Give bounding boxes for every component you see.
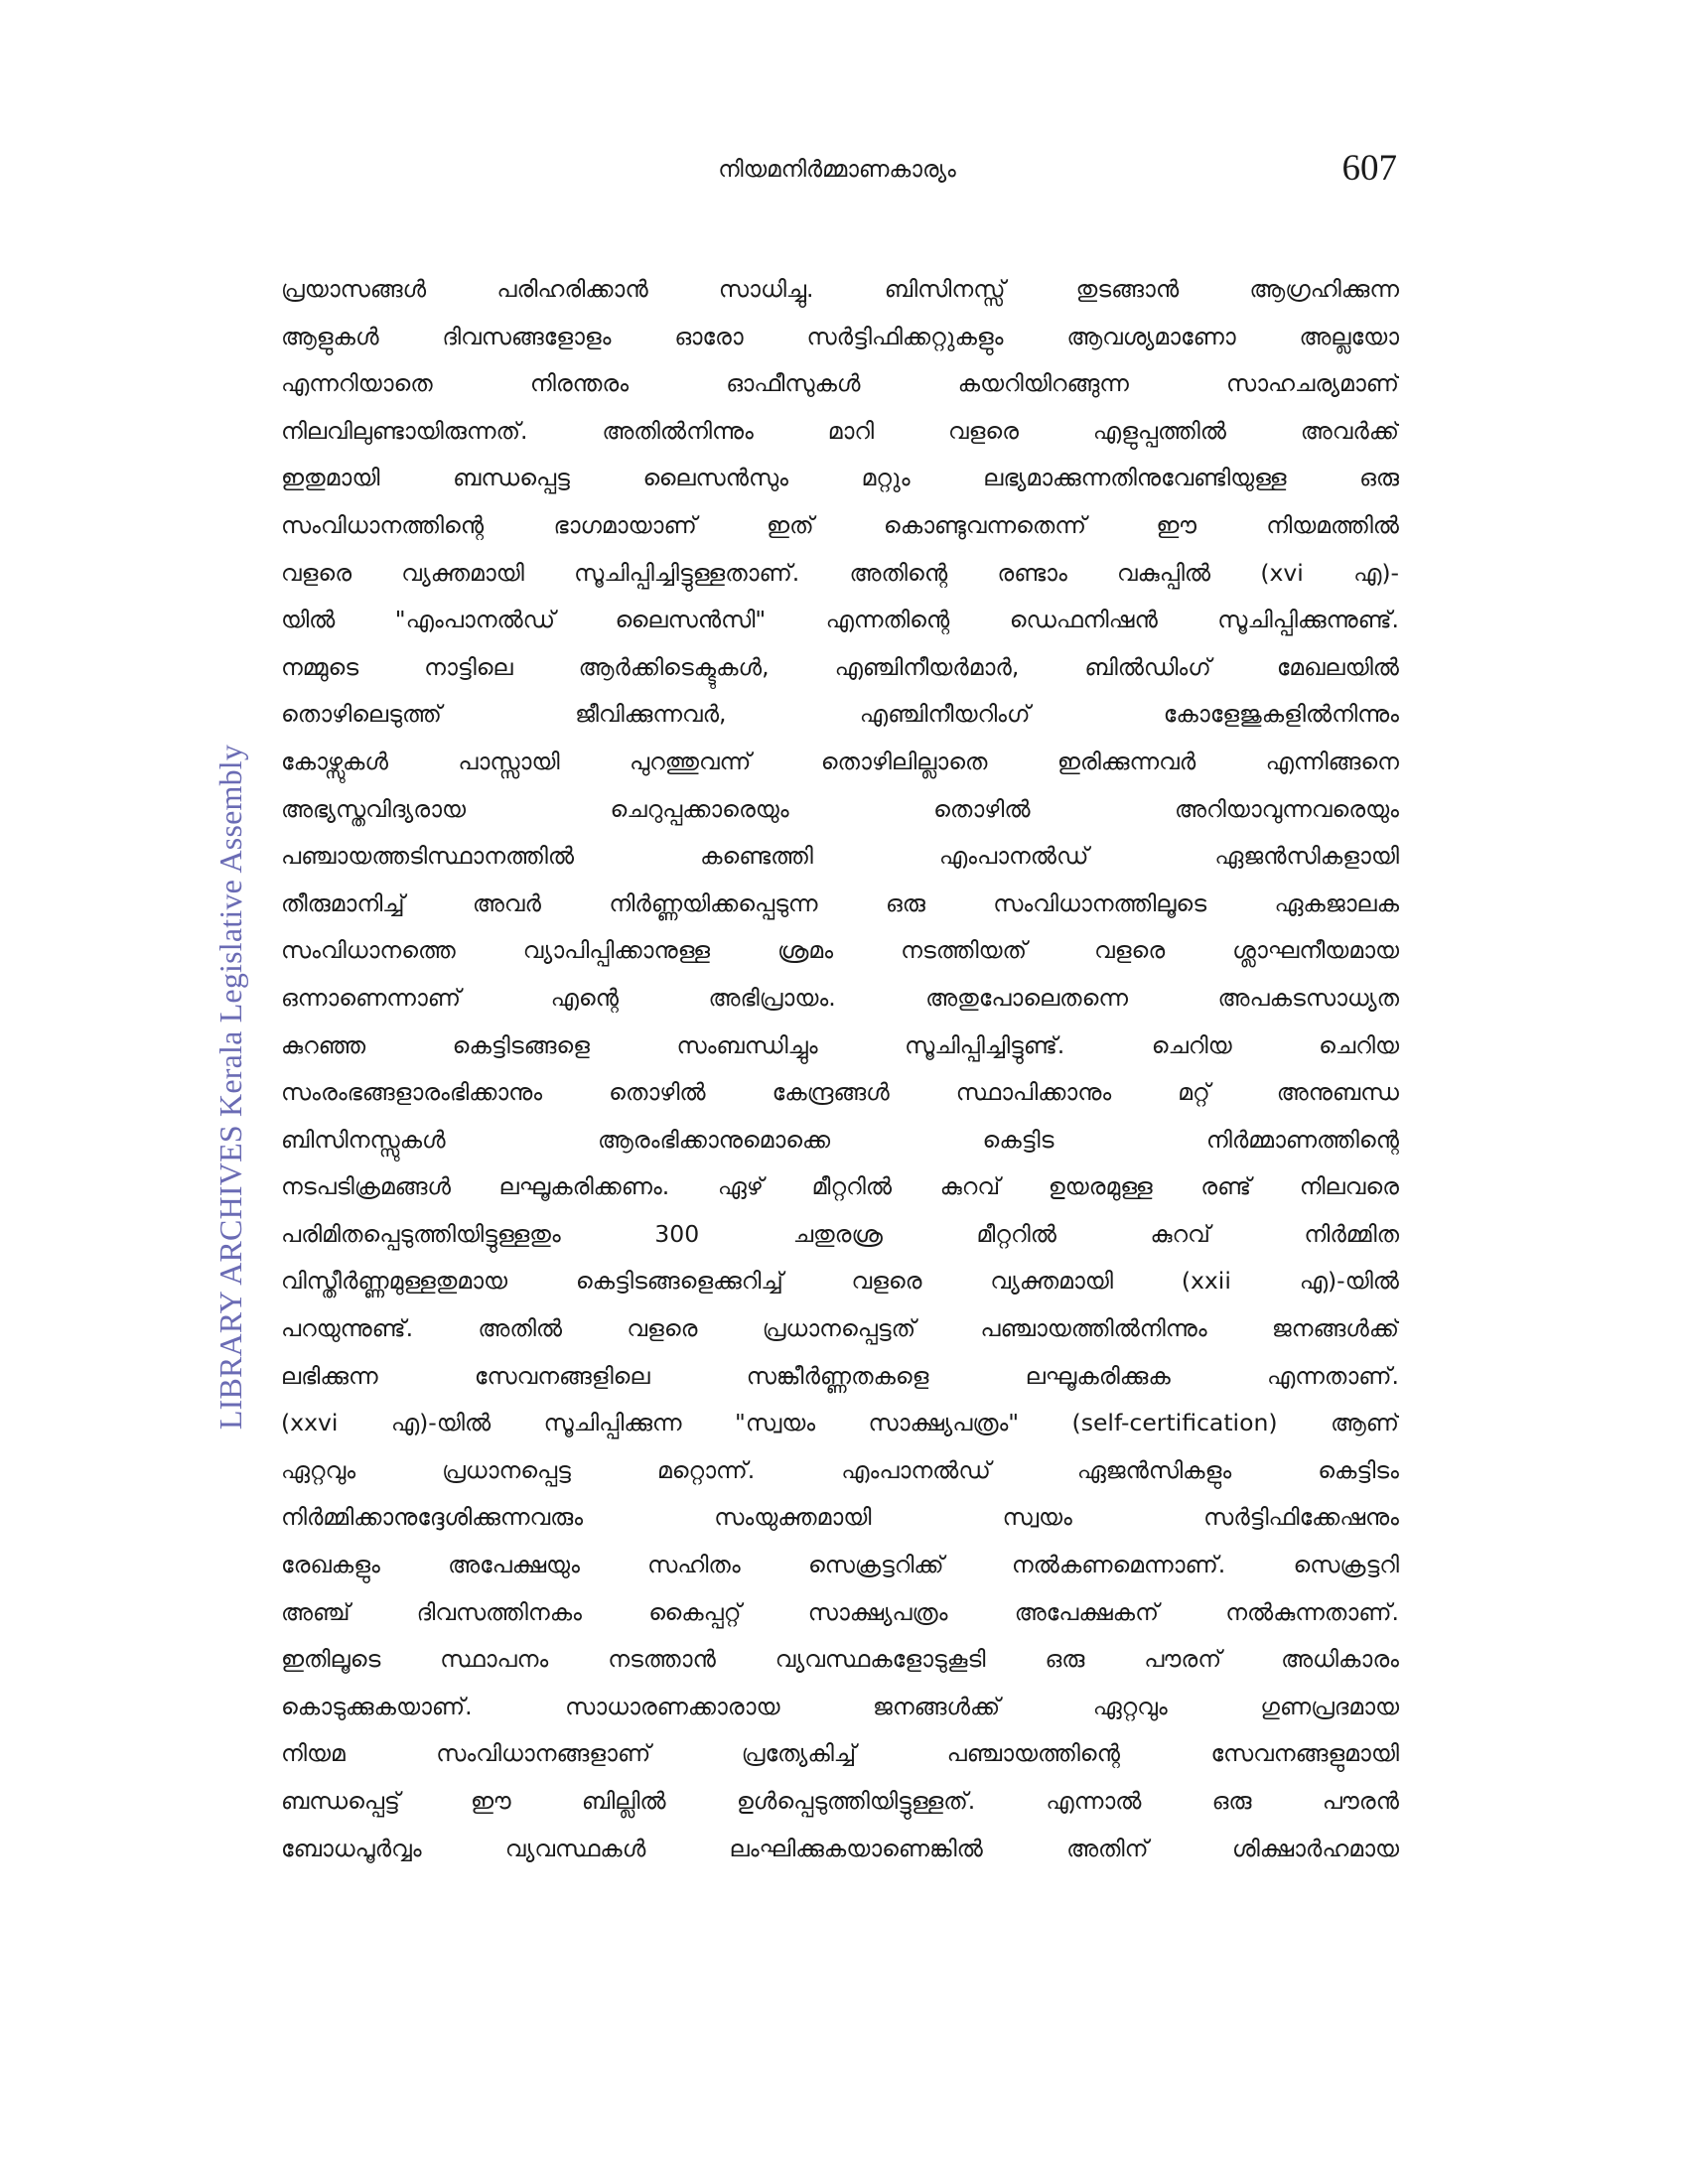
text-line: നമ്മുടെ നാട്ടിലെ ആർക്കിടെക്ടുകൾ, എഞ്ചിനീയർമാർ, ബിൽഡിംഗ് മേഖലയിൽ [281, 652, 1399, 681]
text-line: പഞ്ചായത്തടിസ്ഥാനത്തിൽ കണ്ടെത്തി എംപാനൽഡ് ഏജൻസികളായി [281, 842, 1399, 871]
library-watermark: LIBRARY ARCHIVES Kerala Legislative Assembly [212, 744, 248, 1431]
text-line: നടപടിക്രമങ്ങൾ ലഘൂകരിക്കണം. ഏഴ് മീറ്ററിൽ കുറവ് ഉയരമുള്ള രണ്ട് നിലവരെ [281, 1172, 1399, 1201]
text-line: പ്രയാസങ്ങൾ പരിഹരിക്കാൻ സാധിച്ചു. ബിസിനസ്സ് തുടങ്ങാൻ ആഗ്രഹിക്കുന്ന [281, 275, 1399, 303]
text-line: പരിമിതപ്പെടുത്തിയിട്ടുള്ളതും 300 ചതുരശ്ര മീറ്ററിൽ കുറവ് നിർമ്മിത [281, 1219, 1399, 1248]
page-number: 607 [1341, 148, 1397, 189]
text-line: അഞ്ച് ദിവസത്തിനകം കൈപ്പറ്റ് സാക്ഷ്യപത്രം അപേക്ഷകന് നൽകുന്നതാണ്. [281, 1597, 1399, 1626]
text-line: തൊഴിലെടുത്ത് ജീവിക്കുന്നവർ, എഞ്ചിനീയറിംഗ് കോളേജുകളിൽനിന്നും [281, 700, 1399, 729]
body-paragraph [281, 266, 1399, 1872]
text-line: നിർമ്മിക്കാനുദ്ദേശിക്കുന്നവരും സംയുക്തമായി സ്വയം സർട്ടിഫിക്കേഷനും [281, 1503, 1399, 1532]
text-line: തീരുമാനിച്ച് അവർ നിർണ്ണയിക്കപ്പെടുന്ന ഒരു സംവിധാനത്തിലൂടെ ഏകജാലക [281, 888, 1399, 917]
text-line: എന്നറിയാതെ നിരന്തരം ഓഫീസുകൾ കയറിയിറങ്ങുന്ന സാഹചര്യമാണ് [281, 369, 1399, 398]
text-line: യിൽ "എംപാനൽഡ് ലൈസൻസി" എന്നതിന്റെ ഡെഫനിഷൻ സൂചിപ്പിക്കുന്നുണ്ട്. [281, 606, 1399, 634]
text-line: അഭ്യസ്തവിദ്യരായ ചെറുപ്പക്കാരെയും തൊഴിൽ അറിയാവുന്നവരെയും [281, 794, 1399, 823]
text-line: സംവിധാനത്തിന്റെ ഭാഗമായാണ് ഇത് കൊണ്ടുവന്നതെന്ന് ഈ നിയമത്തിൽ [281, 510, 1399, 539]
text-line: (xxvi എ)-യിൽ സൂചിപ്പിക്കുന്ന "സ്വയം സാക്ഷ്യപത്രം" (self-certification) ആണ് [281, 1409, 1399, 1437]
text-line: സംവിധാനത്തെ വ്യാപിപ്പിക്കാനുള്ള ശ്രമം നടത്തിയത് വളരെ ശ്ലാഘനീയമായ [281, 936, 1399, 965]
text-line: നിലവിലുണ്ടായിരുന്നത്. അതിൽനിന്നും മാറി വളരെ എളുപ്പത്തിൽ അവർക്ക് [281, 416, 1399, 445]
text-line: ഒന്നാണെന്നാണ് എന്റെ അഭിപ്രായം. അതുപോലെതന്നെ അപകടസാധ്യത [281, 983, 1399, 1012]
text-line: ബോധപൂർവ്വം വ്യവസ്ഥകൾ ലംഘിക്കുകയാണെങ്കിൽ അതിന് ശിക്ഷാർഹമായ [281, 1834, 1399, 1862]
text-line: ഇതിലൂടെ സ്ഥാപനം നടത്താൻ വ്യവസ്ഥകളോടുകൂടി ഒരു പൗരന് അധികാരം [281, 1645, 1399, 1674]
text-line: ഇതുമായി ബന്ധപ്പെട്ട ലൈസൻസും മറ്റും ലഭ്യമാക്കുന്നതിനുവേണ്ടിയുള്ള ഒരു [281, 464, 1399, 492]
text-line: കുറഞ്ഞ കെട്ടിടങ്ങളെ സംബന്ധിച്ചും സൂചിപ്പിച്ചിട്ടുണ്ട്. ചെറിയ ചെറിയ [281, 1030, 1399, 1059]
text-line: സംരംഭങ്ങളാരംഭിക്കാനും തൊഴിൽ കേന്ദ്രങ്ങൾ സ്ഥാപിക്കാനും മറ്റ് അനുബന്ധ [281, 1078, 1399, 1107]
header-title: നിയമനിർമ്മാണകാര്യം [718, 157, 956, 183]
text-line: നിയമ സംവിധാനങ്ങളാണ് പ്രത്യേകിച്ച് പഞ്ചായത്തിന്റെ സേവനങ്ങളുമായി [281, 1739, 1399, 1768]
text-line: പറയുന്നുണ്ട്. അതിൽ വളരെ പ്രധാനപ്പെട്ടത് പഞ്ചായത്തിൽനിന്നും ജനങ്ങൾക്ക് [281, 1314, 1399, 1343]
running-header [281, 147, 1397, 206]
text-line: വളരെ വ്യക്തമായി സൂചിപ്പിച്ചിട്ടുള്ളതാണ്. അതിന്റെ രണ്ടാം വകുപ്പിൽ (xvi എ)- [281, 558, 1399, 587]
text-line: ലഭിക്കുന്ന സേവനങ്ങളിലെ സങ്കീർണ്ണതകളെ ലഘൂകരിക്കുക എന്നതാണ്. [281, 1361, 1399, 1390]
text-line: വിസ്തീർണ്ണമുള്ളതുമായ കെട്ടിടങ്ങളെക്കുറിച്ച് വളരെ വ്യക്തമായി (xxii എ)-യിൽ [281, 1267, 1399, 1296]
text-line: ബിസിനസ്സുകൾ ആരംഭിക്കാനുമൊക്കെ കെട്ടിട നിർമ്മാണത്തിന്റെ [281, 1125, 1399, 1154]
text-line: ആളുകൾ ദിവസങ്ങളോളം ഓരോ സർട്ടിഫിക്കറ്റുകളും ആവശ്യമാണോ അല്ലയോ [281, 322, 1399, 350]
text-line: കൊടുക്കുകയാണ്. സാധാരണക്കാരായ ജനങ്ങൾക്ക് ഏറ്റവും ഗുണപ്രദമായ [281, 1692, 1399, 1720]
text-line: കോഴ്സുകൾ പാസ്സായി പുറത്തുവന്ന് തൊഴിലില്ലാതെ ഇരിക്കുന്നവർ എന്നിങ്ങനെ [281, 747, 1399, 775]
text-line: ഏറ്റവും പ്രധാനപ്പെട്ട മറ്റൊന്ന്. എംപാനൽഡ് ഏജൻസികളും കെട്ടിടം [281, 1455, 1399, 1484]
text-line: രേഖകളും അപേക്ഷയും സഹിതം സെക്രട്ടറിക്ക് നൽകണമെന്നാണ്. സെക്രട്ടറി [281, 1551, 1399, 1579]
text-line: ബന്ധപ്പെട്ട് ഈ ബില്ലിൽ ഉൾപ്പെടുത്തിയിട്ടുള്ളത്. എന്നാൽ ഒരു പൗരൻ [281, 1787, 1399, 1815]
